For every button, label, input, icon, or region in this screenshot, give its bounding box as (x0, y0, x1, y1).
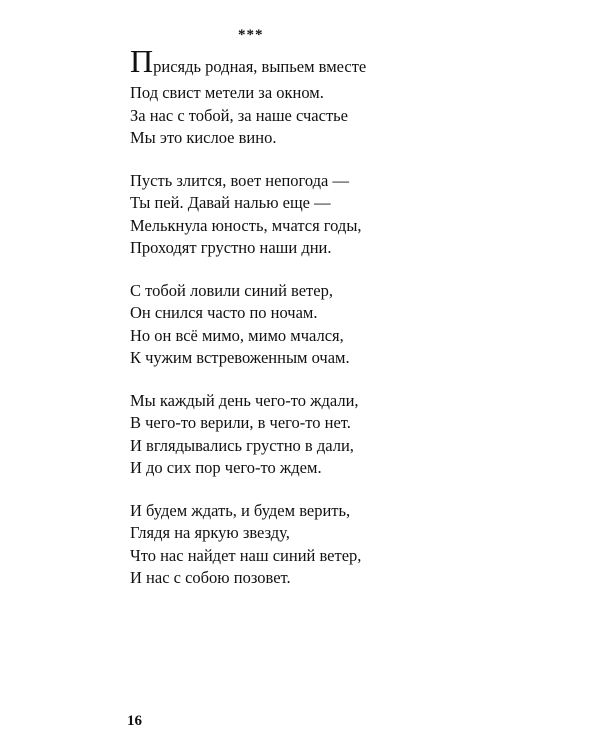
poem-line: К чужим встревоженным очам. (130, 348, 350, 367)
stanza-3 (130, 280, 550, 370)
poem-line: Глядя на яркую звезду, (130, 523, 290, 542)
poem-line: Мы это кислое вино. (130, 128, 277, 147)
stanza-4 (130, 390, 550, 480)
stanza-2 (130, 170, 550, 260)
poem-line: И будем ждать, и будем верить, (130, 500, 351, 520)
poem-line: Но он всё мимо, мимо мчался, (130, 325, 344, 345)
poem-line: С тобой ловили синий ветер, (130, 280, 333, 300)
poem (130, 43, 550, 610)
section-divider: *** (238, 27, 264, 43)
poem-line: И нас с собою позовет. (130, 568, 291, 587)
poem-line: Ты пей. Давай налью еще — (130, 193, 331, 212)
poem-line: И до сих пор чего-то ждем. (130, 458, 322, 477)
poem-line: И вглядывались грустно в дали, (130, 435, 354, 455)
poem-line: В чего-то верили, в чего-то нет. (130, 413, 351, 432)
drop-cap: П (130, 43, 154, 79)
poem-line: Мелькнула юность, мчатся годы, (130, 215, 362, 235)
poem-line: Что нас найдет наш синий ветер, (130, 545, 362, 565)
poem-line: Под свист метели за окном. (130, 83, 324, 102)
stanza-1 (130, 43, 550, 150)
first-line-rest: рисядь родная, выпьем вместе (153, 57, 367, 76)
stanza-5 (130, 500, 550, 590)
page-number: 16 (127, 713, 142, 729)
poem-line: Он снился часто по ночам. (130, 303, 318, 322)
poem-line (130, 43, 550, 82)
poem-line: Проходят грустно наши дни. (130, 238, 332, 257)
poem-line: Пусть злится, воет непогода — (130, 170, 350, 190)
poem-line: Мы каждый день чего-то ждали, (130, 390, 359, 410)
poem-line: За нас с тобой, за наше счастье (130, 105, 349, 125)
